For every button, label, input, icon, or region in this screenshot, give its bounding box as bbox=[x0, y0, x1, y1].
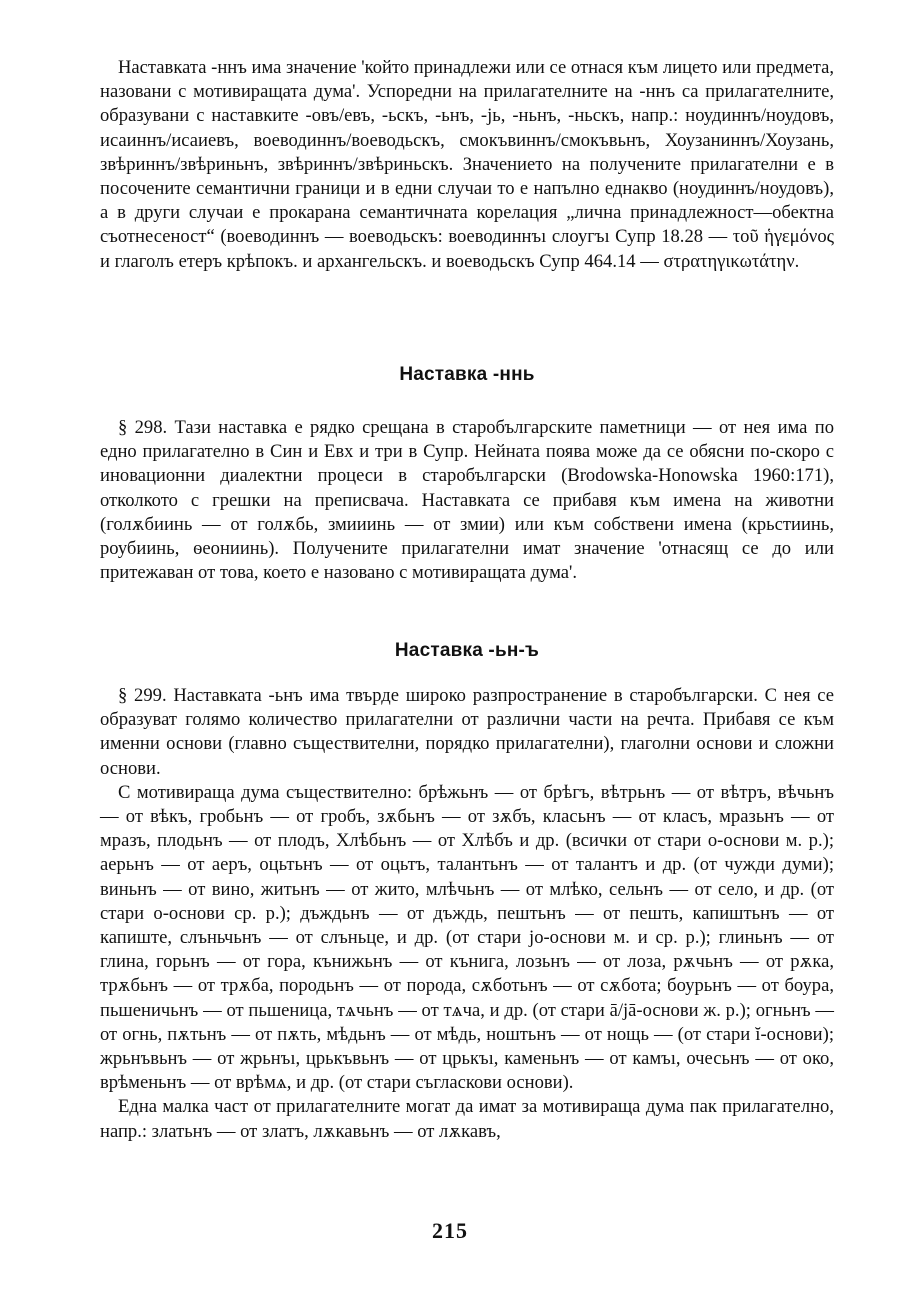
paragraph-299-nouns: С мотивираща дума съществително: брѣжьнъ — от брѣгъ, вѣтрьнъ — от вѣтръ, вѣчьнъ — от вѣкъ, гробьнъ — от гробъ, зѫбьнъ — от зѫбъ, класьнъ — от класъ, мразьнъ — от мразъ, плодьнъ — от плодъ, Хлѣбьнъ — от Хлѣбъ и др. (всички от стари o-основи м. р.); аерьнъ — от аеръ, оцьтьнъ — от оцьтъ, талантьнъ — от талантъ и др. (от чужди думи); виньнъ — от вино, житьнъ — от жито, млѣчьнъ — от млѣко, сельнъ — от село, и др. (от стари o-основи ср. р.); дъждьнъ — от дъждь, пештьнъ — от пешть, капиштьнъ — от капиште, слъньчьнъ — от слъньце, и др. (от стари jo-основи м. и ср. р.); глиньнъ — от глина, горьнъ — от гора, кънижьнъ — от кънига, лозьнъ — от лоза, рѫчьнъ — от рѫка, трѫбьнъ — от трѫба, породьнъ — от порода, сѫботьнъ — от сѫбота; боурьнъ — от боура, пьшеничьнъ — от пьшеница, тѧчьнъ — от тѧча, и др. (от стари ā/jā-основи ж. р.); огньнъ — от огнь, пѫтьнъ — от пѫть, мѣдьнъ — от мѣдь, ноштьнъ — от нощь — (от стари ĭ-основи); жрьнъвьнъ — от жрьнъı, црькъвьнъ — от црькъı, каменьнъ — от камъı, очесьнъ — от око, врѣменьнъ — от врѣмѧ, и др. (от стари съгласкови основи). bbox=[100, 781, 834, 1094]
paragraph-298: § 298. Тази наставка е рядко срещана в старобългарските паметници — от нея има по едно прилагателно в Син и Евх и три в Супр. Нейната поява може да се обясни по-скоро с иновационни диалектни процеси в старобългарски (Brodowska-Honowska 1960:171), отколкото с грешки на преписвача. Наставката се прибавя към имена на животни (голѫбиинь — от голѫбь, змииинь — от змии) или към собствени имена (крьстиинь, роубиинь, ѳеониинь). Получените прилагателни имат значение 'отнасящ се до или притежаван от това, което е назовано с мотивиращата дума'. bbox=[100, 417, 834, 584]
section-299 bbox=[100, 684, 834, 1272]
heading-suffix-nn: Наставка -ннь bbox=[399, 364, 535, 385]
paragraph-intro: Наставката -ннъ има значение 'който принадлежи или се отнася към лицето или предмета, назовани с мотивиращата дума'. Успоредни на прилагателните на -ннъ са прилагателните, образувани с наставките -овъ/евъ, -ьскъ, -ьнъ, -jь, -ньнъ, -ньскъ, напр.: ноудиннъ/ноудовъ, исаиннъ/исаиевъ, воеводиннъ/воеводьскъ, смокъвиннъ/смокъвьнъ, Хоузаниннъ/Хоузань, звѣриннъ/звѣриньнъ, звѣриннъ/звѣриньскъ. Значението на получените прилагателни е в посочените семантични граници и в едни случаи то е напълно еднакво (ноудиннъ/ноудовъ), а в други случаи е прокарана семантичната корелация „лична принадлежност—обектна съотнесеност“ (воеводиннъ — воеводьскъ: воеводиннъı слоугъı Супр 18.28 — τοῦ ἡγεμόνος и глаголъ етеръ крѣпокъ. и архангельскъ. и воеводьскъ Супр 464.14 — στρατηγικωτάτην. bbox=[100, 57, 834, 272]
heading-suffix-n: Наставка -ьн-ъ bbox=[394, 640, 540, 661]
section-intro bbox=[100, 56, 834, 334]
paragraph-299-intro: § 299. Наставката -ьнъ има твърде широко разпространение в старобългарски. С нея се образуват голямо количество прилагателни от различни части на речта. Прибавя се към именни основи (главно съществителни, порядко прилагателни), глаголни основи и сложни основи. bbox=[100, 685, 834, 779]
page-number: 215 bbox=[432, 1218, 468, 1243]
paragraph-299-adjectives: Една малка част от прилагателните могат да имат за мотивираща дума пак прилагателно, напр.: златьнъ — от златъ, лѫкавьнъ — от лѫкавъ, bbox=[100, 1096, 834, 1142]
section-298 bbox=[100, 416, 834, 610]
